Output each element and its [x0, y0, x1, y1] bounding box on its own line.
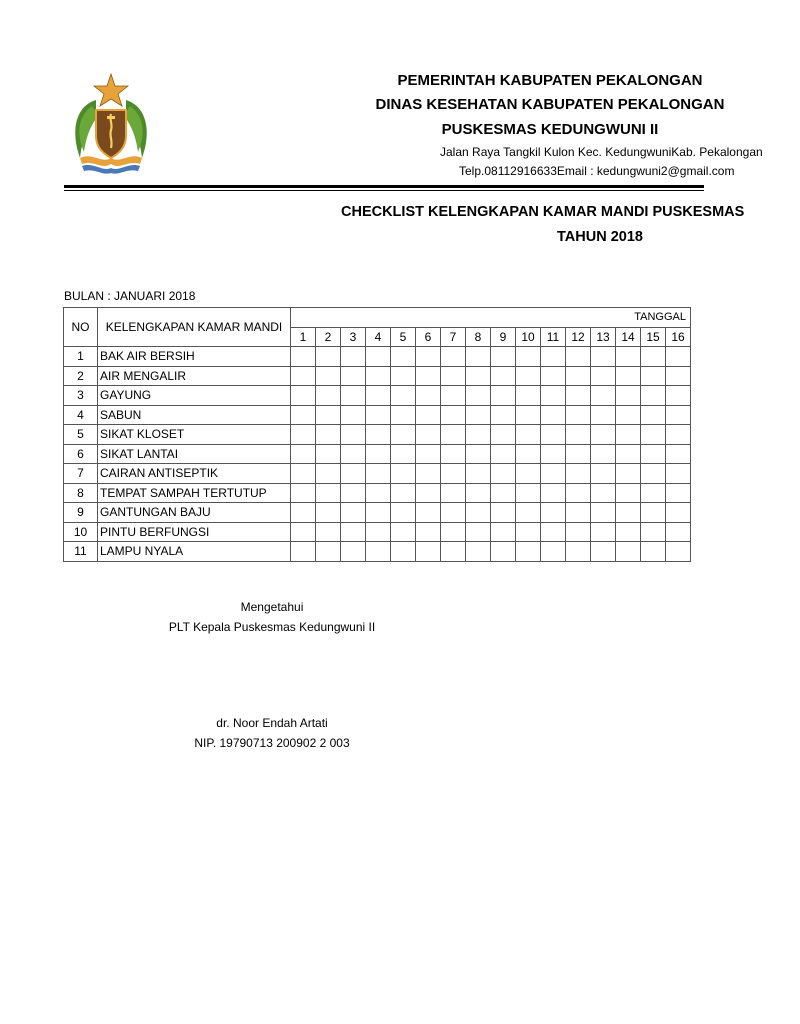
table-row: [64, 542, 691, 562]
check-cell-day-1[interactable]: [291, 405, 316, 425]
check-cell-day-1[interactable]: [291, 464, 316, 484]
check-cell-day-15[interactable]: [641, 522, 666, 542]
check-cell-day-16[interactable]: [666, 425, 691, 445]
day-header-1: 1: [291, 327, 316, 347]
row-number: 3: [64, 386, 98, 406]
column-header-no: NO: [64, 308, 98, 347]
check-cell-day-14[interactable]: [616, 347, 641, 367]
check-cell-day-8[interactable]: [466, 483, 491, 503]
check-cell-day-12[interactable]: [566, 444, 591, 464]
document-year: TAHUN 2018: [557, 229, 643, 245]
table-row: [64, 386, 691, 406]
check-cell-day-13[interactable]: [591, 542, 616, 562]
check-cell-day-11[interactable]: [541, 503, 566, 523]
check-cell-day-3[interactable]: [341, 542, 366, 562]
check-cell-day-8[interactable]: [466, 464, 491, 484]
row-item: PINTU BERFUNGSI: [98, 522, 291, 542]
check-cell-day-13[interactable]: [591, 386, 616, 406]
check-cell-day-8[interactable]: [466, 386, 491, 406]
check-cell-day-9[interactable]: [491, 444, 516, 464]
check-cell-day-11[interactable]: [541, 366, 566, 386]
day-header-5: 5: [391, 327, 416, 347]
day-header-14: 14: [616, 327, 641, 347]
check-cell-day-16[interactable]: [666, 542, 691, 562]
row-number: 2: [64, 366, 98, 386]
check-cell-day-14[interactable]: [616, 464, 641, 484]
check-cell-day-5[interactable]: [391, 444, 416, 464]
check-cell-day-6[interactable]: [416, 347, 441, 367]
check-cell-day-4[interactable]: [366, 522, 391, 542]
check-cell-day-3[interactable]: [341, 483, 366, 503]
check-cell-day-6[interactable]: [416, 503, 441, 523]
check-cell-day-12[interactable]: [566, 483, 591, 503]
check-cell-day-11[interactable]: [541, 347, 566, 367]
check-cell-day-15[interactable]: [641, 542, 666, 562]
row-number: 1: [64, 347, 98, 367]
check-cell-day-9[interactable]: [491, 386, 516, 406]
check-cell-day-2[interactable]: [316, 425, 341, 445]
check-cell-day-3[interactable]: [341, 444, 366, 464]
check-cell-day-10[interactable]: [516, 444, 541, 464]
check-cell-day-14[interactable]: [616, 522, 641, 542]
check-cell-day-5[interactable]: [391, 366, 416, 386]
check-cell-day-7[interactable]: [441, 405, 466, 425]
check-cell-day-5[interactable]: [391, 347, 416, 367]
check-cell-day-14[interactable]: [616, 444, 641, 464]
row-item: AIR MENGALIR: [98, 366, 291, 386]
check-cell-day-13[interactable]: [591, 522, 616, 542]
check-cell-day-6[interactable]: [416, 425, 441, 445]
check-cell-day-12[interactable]: [566, 522, 591, 542]
check-cell-day-10[interactable]: [516, 366, 541, 386]
row-item: BAK AIR BERSIH: [98, 347, 291, 367]
check-cell-day-9[interactable]: [491, 542, 516, 562]
check-cell-day-1[interactable]: [291, 503, 316, 523]
header-line-government: PEMERINTAH KABUPATEN PEKALONGAN: [397, 72, 703, 89]
check-cell-day-6[interactable]: [416, 464, 441, 484]
check-cell-day-8[interactable]: [466, 444, 491, 464]
check-cell-day-4[interactable]: [366, 366, 391, 386]
check-cell-day-1[interactable]: [291, 444, 316, 464]
check-cell-day-11[interactable]: [541, 386, 566, 406]
day-header-13: 13: [591, 327, 616, 347]
check-cell-day-16[interactable]: [666, 522, 691, 542]
check-cell-day-1[interactable]: [291, 425, 316, 445]
day-header-8: 8: [466, 327, 491, 347]
day-header-16: 16: [666, 327, 691, 347]
row-item: CAIRAN ANTISEPTIK: [98, 464, 291, 484]
row-item: TEMPAT SAMPAH TERTUTUP: [98, 483, 291, 503]
row-item: GAYUNG: [98, 386, 291, 406]
check-cell-day-16[interactable]: [666, 347, 691, 367]
check-cell-day-9[interactable]: [491, 483, 516, 503]
check-cell-day-2[interactable]: [316, 522, 341, 542]
check-cell-day-8[interactable]: [466, 503, 491, 523]
row-number: 5: [64, 425, 98, 445]
check-cell-day-7[interactable]: [441, 425, 466, 445]
check-cell-day-10[interactable]: [516, 347, 541, 367]
table-row: [64, 425, 691, 445]
check-cell-day-5[interactable]: [391, 386, 416, 406]
check-cell-day-13[interactable]: [591, 425, 616, 445]
check-cell-day-9[interactable]: [491, 405, 516, 425]
check-cell-day-12[interactable]: [566, 347, 591, 367]
check-cell-day-15[interactable]: [641, 503, 666, 523]
check-cell-day-12[interactable]: [566, 386, 591, 406]
check-cell-day-15[interactable]: [641, 386, 666, 406]
header-line-puskesmas: PUSKESMAS KEDUNGWUNI II: [441, 121, 659, 138]
check-cell-day-14[interactable]: [616, 386, 641, 406]
check-cell-day-10[interactable]: [516, 542, 541, 562]
check-cell-day-12[interactable]: [566, 503, 591, 523]
row-number: 4: [64, 405, 98, 425]
check-cell-day-8[interactable]: [466, 425, 491, 445]
check-cell-day-1[interactable]: [291, 366, 316, 386]
check-cell-day-11[interactable]: [541, 483, 566, 503]
day-header-3: 3: [341, 327, 366, 347]
check-cell-day-10[interactable]: [516, 503, 541, 523]
check-cell-day-5[interactable]: [391, 522, 416, 542]
check-cell-day-11[interactable]: [541, 464, 566, 484]
check-cell-day-2[interactable]: [316, 503, 341, 523]
check-cell-day-3[interactable]: [341, 347, 366, 367]
table-row: [64, 503, 691, 523]
check-cell-day-11[interactable]: [541, 444, 566, 464]
day-header-15: 15: [641, 327, 666, 347]
check-cell-day-3[interactable]: [341, 522, 366, 542]
check-cell-day-4[interactable]: [366, 483, 391, 503]
check-cell-day-6[interactable]: [416, 444, 441, 464]
check-cell-day-11[interactable]: [541, 405, 566, 425]
check-cell-day-7[interactable]: [441, 366, 466, 386]
check-cell-day-2[interactable]: [316, 386, 341, 406]
check-cell-day-16[interactable]: [666, 464, 691, 484]
row-number: 8: [64, 483, 98, 503]
check-cell-day-7[interactable]: [441, 483, 466, 503]
signature-position: PLT Kepala Puskesmas Kedungwuni II: [168, 620, 376, 634]
check-cell-day-5[interactable]: [391, 464, 416, 484]
table-row: [64, 483, 691, 503]
header-divider-thin: [64, 190, 704, 191]
day-header-11: 11: [541, 327, 566, 347]
check-cell-day-16[interactable]: [666, 503, 691, 523]
table-row: [64, 347, 691, 367]
row-number: 9: [64, 503, 98, 523]
table-row: [64, 405, 691, 425]
check-cell-day-7[interactable]: [441, 347, 466, 367]
check-cell-day-14[interactable]: [616, 425, 641, 445]
check-cell-day-2[interactable]: [316, 444, 341, 464]
check-cell-day-12[interactable]: [566, 542, 591, 562]
row-number: 6: [64, 444, 98, 464]
check-cell-day-15[interactable]: [641, 405, 666, 425]
check-cell-day-7[interactable]: [441, 386, 466, 406]
check-cell-day-5[interactable]: [391, 405, 416, 425]
column-header-date: TANGGAL: [291, 308, 691, 328]
check-cell-day-10[interactable]: [516, 522, 541, 542]
check-cell-day-13[interactable]: [591, 405, 616, 425]
check-cell-day-10[interactable]: [516, 386, 541, 406]
check-cell-day-16[interactable]: [666, 386, 691, 406]
check-cell-day-9[interactable]: [491, 503, 516, 523]
check-cell-day-13[interactable]: [591, 483, 616, 503]
header-line-health-office: DINAS KESEHATAN KABUPATEN PEKALONGAN: [375, 96, 725, 113]
check-cell-day-9[interactable]: [491, 366, 516, 386]
check-cell-day-8[interactable]: [466, 542, 491, 562]
check-cell-day-9[interactable]: [491, 347, 516, 367]
row-item: SIKAT KLOSET: [98, 425, 291, 445]
document-month: BULAN : JANUARI 2018: [64, 289, 196, 303]
check-cell-day-13[interactable]: [591, 503, 616, 523]
check-cell-day-8[interactable]: [466, 347, 491, 367]
check-cell-day-11[interactable]: [541, 522, 566, 542]
kabupaten-pekalongan-emblem-icon: [66, 72, 156, 176]
day-header-6: 6: [416, 327, 441, 347]
check-cell-day-7[interactable]: [441, 503, 466, 523]
check-cell-day-3[interactable]: [341, 503, 366, 523]
row-number: 11: [64, 542, 98, 562]
check-cell-day-9[interactable]: [491, 464, 516, 484]
check-cell-day-2[interactable]: [316, 366, 341, 386]
check-cell-day-5[interactable]: [391, 483, 416, 503]
check-cell-day-3[interactable]: [341, 386, 366, 406]
table-row: [64, 444, 691, 464]
check-cell-day-6[interactable]: [416, 522, 441, 542]
check-cell-day-10[interactable]: [516, 464, 541, 484]
check-cell-day-11[interactable]: [541, 542, 566, 562]
check-cell-day-7[interactable]: [441, 444, 466, 464]
day-header-2: 2: [316, 327, 341, 347]
check-cell-day-12[interactable]: [566, 464, 591, 484]
check-cell-day-14[interactable]: [616, 542, 641, 562]
header-divider-thick: [64, 185, 704, 188]
check-cell-day-4[interactable]: [366, 405, 391, 425]
check-cell-day-14[interactable]: [616, 366, 641, 386]
table-row: [64, 366, 691, 386]
check-cell-day-7[interactable]: [441, 464, 466, 484]
check-cell-day-13[interactable]: [591, 347, 616, 367]
check-cell-day-6[interactable]: [416, 483, 441, 503]
checklist-rows: [64, 347, 691, 562]
check-cell-day-1[interactable]: [291, 347, 316, 367]
check-cell-day-2[interactable]: [316, 405, 341, 425]
check-cell-day-14[interactable]: [616, 483, 641, 503]
check-cell-day-12[interactable]: [566, 366, 591, 386]
check-cell-day-4[interactable]: [366, 464, 391, 484]
day-header-10: 10: [516, 327, 541, 347]
check-cell-day-2[interactable]: [316, 542, 341, 562]
day-header-4: 4: [366, 327, 391, 347]
check-cell-day-5[interactable]: [391, 503, 416, 523]
check-cell-day-1[interactable]: [291, 522, 316, 542]
check-cell-day-2[interactable]: [316, 347, 341, 367]
check-cell-day-7[interactable]: [441, 542, 466, 562]
day-header-7: 7: [441, 327, 466, 347]
signature-name: dr. Noor Endah Artati: [216, 716, 328, 730]
check-cell-day-15[interactable]: [641, 366, 666, 386]
check-cell-day-16[interactable]: [666, 405, 691, 425]
check-cell-day-15[interactable]: [641, 464, 666, 484]
row-number: 7: [64, 464, 98, 484]
row-item: GANTUNGAN BAJU: [98, 503, 291, 523]
check-cell-day-15[interactable]: [641, 347, 666, 367]
check-cell-day-14[interactable]: [616, 405, 641, 425]
check-cell-day-10[interactable]: [516, 405, 541, 425]
check-cell-day-13[interactable]: [591, 464, 616, 484]
check-cell-day-3[interactable]: [341, 464, 366, 484]
check-cell-day-5[interactable]: [391, 425, 416, 445]
check-cell-day-1[interactable]: [291, 386, 316, 406]
row-item: SABUN: [98, 405, 291, 425]
check-cell-day-1[interactable]: [291, 542, 316, 562]
check-cell-day-2[interactable]: [316, 464, 341, 484]
check-cell-day-9[interactable]: [491, 425, 516, 445]
check-cell-day-16[interactable]: [666, 483, 691, 503]
check-cell-day-4[interactable]: [366, 542, 391, 562]
day-header-12: 12: [566, 327, 591, 347]
check-cell-day-8[interactable]: [466, 522, 491, 542]
check-cell-day-7[interactable]: [441, 522, 466, 542]
check-cell-day-14[interactable]: [616, 503, 641, 523]
check-cell-day-15[interactable]: [641, 425, 666, 445]
check-cell-day-2[interactable]: [316, 483, 341, 503]
check-cell-day-4[interactable]: [366, 444, 391, 464]
header-contact: Telp.08112916633Email : kedungwuni2@gmail.com: [459, 164, 735, 178]
header-address: Jalan Raya Tangkil Kulon Kec. KedungwuniKab. Pekalongan: [440, 145, 763, 159]
check-cell-day-12[interactable]: [566, 425, 591, 445]
check-cell-day-6[interactable]: [416, 405, 441, 425]
check-cell-day-6[interactable]: [416, 366, 441, 386]
row-number: 10: [64, 522, 98, 542]
check-cell-day-16[interactable]: [666, 444, 691, 464]
check-cell-day-13[interactable]: [591, 444, 616, 464]
day-header-9: 9: [491, 327, 516, 347]
row-item: LAMPU NYALA: [98, 542, 291, 562]
table-row: [64, 464, 691, 484]
signature-nip: NIP. 19790713 200902 2 003: [194, 736, 350, 750]
check-cell-day-8[interactable]: [466, 366, 491, 386]
check-cell-day-4[interactable]: [366, 503, 391, 523]
check-cell-day-11[interactable]: [541, 425, 566, 445]
signature-acknowledged: Mengetahui: [240, 600, 304, 614]
check-cell-day-15[interactable]: [641, 483, 666, 503]
document-title: CHECKLIST KELENGKAPAN KAMAR MANDI PUSKESMAS: [341, 204, 745, 220]
checklist-table: [63, 307, 691, 562]
check-cell-day-10[interactable]: [516, 425, 541, 445]
check-cell-day-4[interactable]: [366, 425, 391, 445]
check-cell-day-9[interactable]: [491, 522, 516, 542]
check-cell-day-6[interactable]: [416, 386, 441, 406]
check-cell-day-16[interactable]: [666, 366, 691, 386]
table-row: [64, 522, 691, 542]
check-cell-day-3[interactable]: [341, 425, 366, 445]
check-cell-day-3[interactable]: [341, 366, 366, 386]
check-cell-day-4[interactable]: [366, 347, 391, 367]
check-cell-day-15[interactable]: [641, 444, 666, 464]
column-header-item: KELENGKAPAN KAMAR MANDI: [98, 308, 291, 347]
check-cell-day-13[interactable]: [591, 366, 616, 386]
check-cell-day-1[interactable]: [291, 483, 316, 503]
row-item: SIKAT LANTAI: [98, 444, 291, 464]
check-cell-day-6[interactable]: [416, 542, 441, 562]
check-cell-day-5[interactable]: [391, 542, 416, 562]
check-cell-day-12[interactable]: [566, 405, 591, 425]
check-cell-day-4[interactable]: [366, 386, 391, 406]
check-cell-day-8[interactable]: [466, 405, 491, 425]
check-cell-day-3[interactable]: [341, 405, 366, 425]
check-cell-day-10[interactable]: [516, 483, 541, 503]
